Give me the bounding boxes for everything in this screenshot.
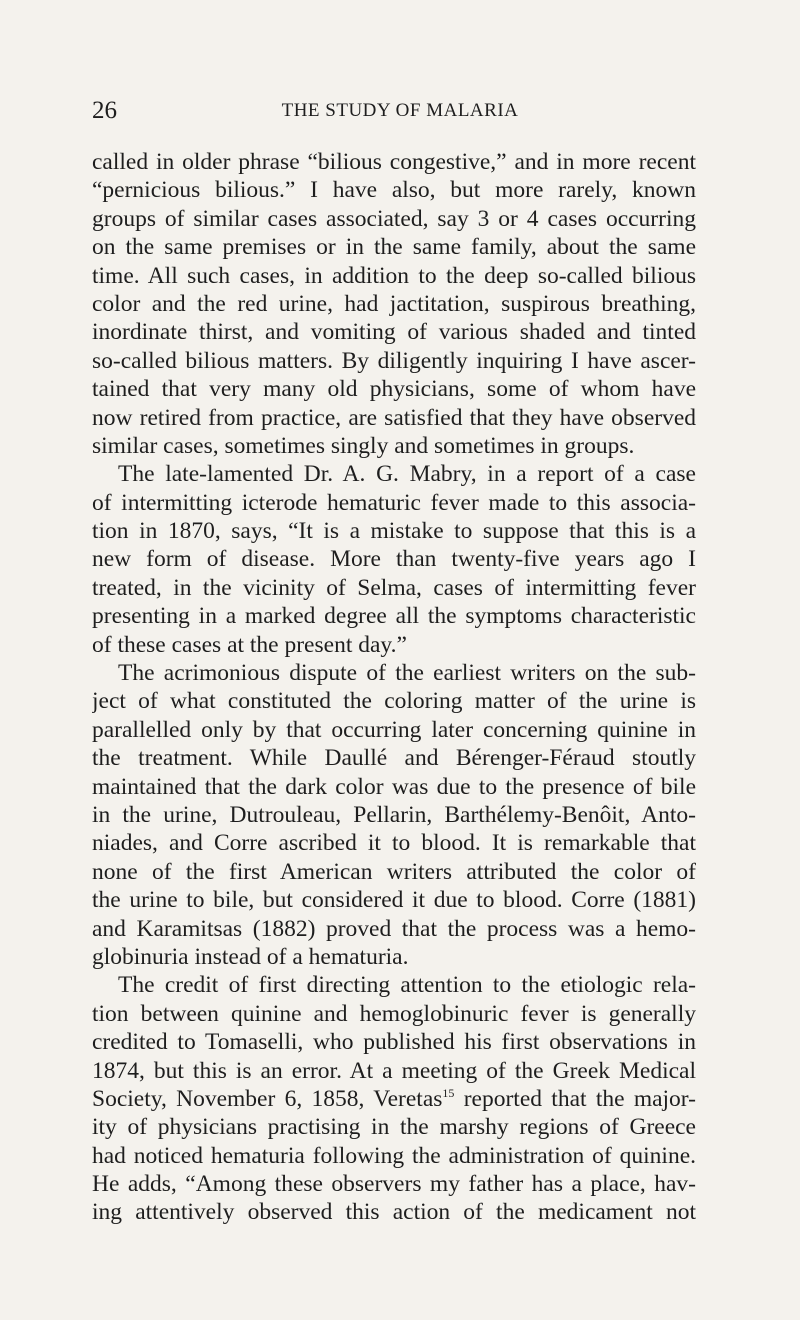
text-line: groups of similar cases associated, say 3 or 4 cases occurring <box>92 205 696 232</box>
text-line: time. All such cases, in addition to the deep so-called bilious <box>92 262 696 289</box>
text-line: 1874, but this is an error. At a meeting of the Greek Medical <box>92 1057 696 1084</box>
text-line: the urine to bile, but considered it due to blood. Corre (1881) <box>92 887 696 914</box>
body-text <box>92 148 696 1227</box>
page-number: 26 <box>92 97 117 124</box>
text-line: the treatment. While Daullé and Bérenger-Féraud stoutly <box>92 745 696 772</box>
text-line: treated, in the vicinity of Selma, cases of intermitting fever <box>92 574 696 601</box>
text-line: now retired from practice, are satisfied that they have observed <box>92 404 696 431</box>
text-line: maintained that the dark color was due to the presence of bile <box>92 773 696 800</box>
text-line: in the urine, Dutrouleau, Pellarin, Barthélemy-Benôit, Anto- <box>92 801 696 828</box>
text-segment: Society, November 6, 1858, Veretas <box>92 1085 443 1112</box>
text-line: tion in 1870, says, “It is a mistake to suppose that this is a <box>92 518 696 545</box>
text-line: of intermitting icterode hematuric fever made to this associa- <box>92 489 696 516</box>
text-segment: reported that the major- <box>454 1085 696 1112</box>
text-line: and Karamitsas (1882) proved that the process was a hemo- <box>92 915 696 942</box>
text-line: of these cases at the present day.” <box>92 631 407 658</box>
text-line: so-called bilious matters. By diligently inquiring I have ascer- <box>92 347 696 374</box>
text-line: inordinate thirst, and vomiting of various shaded and tinted <box>92 319 696 346</box>
footnote-reference: 15 <box>442 1085 455 1100</box>
paragraph-start-line: The credit of first directing attention to the etiologic rela- <box>118 972 696 999</box>
paragraph-start-line: The late-lamented Dr. A. G. Mabry, in a report of a case <box>118 461 696 488</box>
text-line: new form of disease. More than twenty-five years ago I <box>92 546 696 573</box>
text-line: globinuria instead of a hematuria. <box>92 943 409 970</box>
text-line: ity of physicians practising in the marshy regions of Greece <box>92 1114 696 1141</box>
text-line: similar cases, sometimes singly and sometimes in groups. <box>92 432 635 459</box>
text-line: presenting in a marked degree all the symptoms characteristic <box>92 603 696 630</box>
text-line: “pernicious bilious.” I have also, but more rarely, known <box>92 177 696 204</box>
text-line: none of the first American writers attributed the color of <box>92 858 696 885</box>
text-line: ing attentively observed this action of the medicament not <box>92 1199 696 1226</box>
text-line: color and the red urine, had jactitation, suspirous breathing, <box>92 290 696 317</box>
running-head: THE STUDY OF MALARIA <box>281 100 519 121</box>
page-header <box>92 93 708 129</box>
text-line: niades, and Corre ascribed it to blood. It is remarkable that <box>92 830 696 857</box>
text-line: ject of what constituted the coloring matter of the urine is <box>92 688 696 715</box>
text-line: tion between quinine and hemoglobinuric fever is generally <box>92 1000 696 1027</box>
text-line: parallelled only by that occurring later concerning quinine in <box>92 716 696 743</box>
paragraph-start-line: The acrimonious dispute of the earliest writers on the sub- <box>118 660 696 687</box>
text-line: called in older phrase “bilious congestive,” and in more recent <box>92 149 696 175</box>
text-line: on the same premises or in the same family, about the same <box>92 234 696 261</box>
text-line-with-footnote <box>92 1085 696 1113</box>
text-line: He adds, “Among these observers my father has a place, hav- <box>92 1171 696 1198</box>
text-line: credited to Tomaselli, who published his first observations in <box>92 1029 696 1056</box>
text-line: had noticed hematuria following the administration of quinine. <box>92 1142 696 1169</box>
text-line: tained that very many old physicians, some of whom have <box>92 376 696 403</box>
